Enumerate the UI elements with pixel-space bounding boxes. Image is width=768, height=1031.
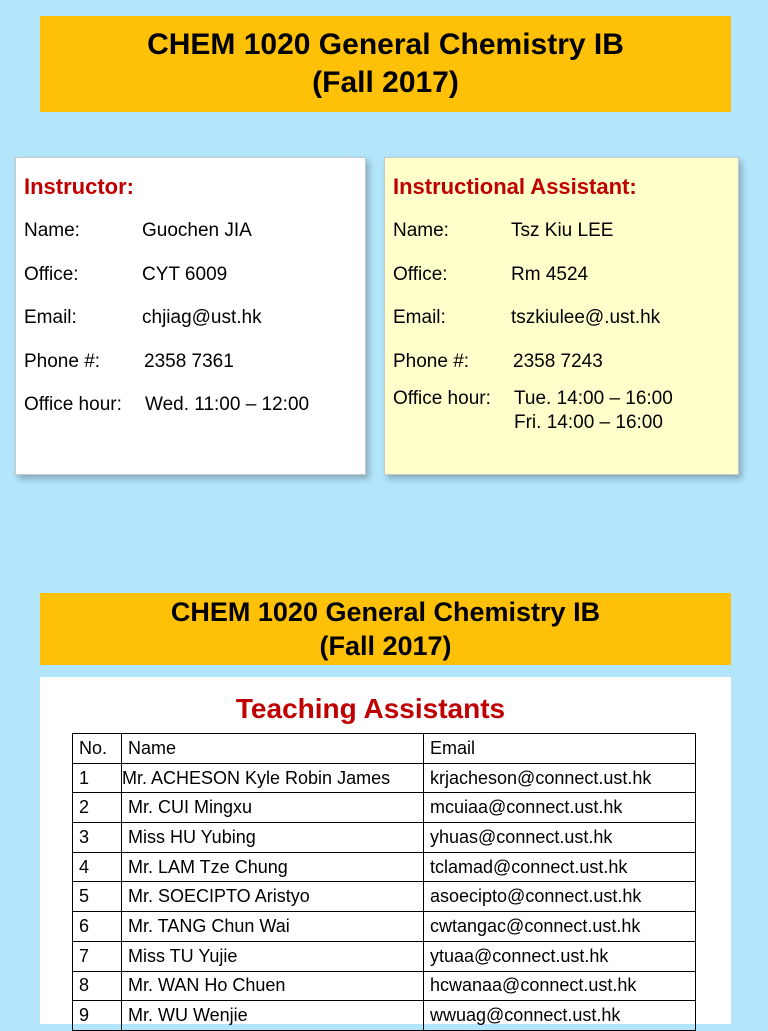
instructor-email: chjiag@ust.hk	[142, 307, 262, 328]
ta-email: hcwanaa@connect.ust.hk	[424, 971, 696, 1001]
ia-email-row	[393, 307, 728, 351]
ta-name: Miss HU Yubing	[122, 823, 424, 853]
row-number: 1	[73, 763, 122, 793]
instructor-office-hour-row	[24, 394, 355, 438]
ia-office: Rm 4524	[511, 263, 589, 285]
ia-email: tszkiulee@.ust.hk	[511, 307, 661, 328]
row-number: 6	[73, 912, 122, 942]
header-name: Name	[122, 734, 424, 764]
table-row	[73, 941, 696, 971]
office-label: Office:	[393, 263, 448, 285]
name-label: Name:	[24, 220, 80, 241]
table-row	[73, 793, 696, 823]
course-term: (Fall 2017)	[312, 66, 459, 99]
instructional-assistant-heading: Instructional Assistant:	[393, 174, 637, 199]
instructional-assistant-card	[384, 157, 739, 475]
instructor-office-hour: Wed. 11:00 – 12:00	[145, 394, 310, 415]
header-no: No.	[73, 734, 122, 764]
course-title-banner-2	[40, 593, 731, 665]
table-header-row	[73, 734, 696, 764]
ta-name: Mr. WU Wenjie	[122, 1001, 424, 1031]
ta-email: krjacheson@connect.ust.hk	[424, 763, 696, 793]
ta-name: Mr. TANG Chun Wai	[122, 912, 424, 942]
office-label: Office:	[24, 263, 79, 285]
ta-email: mcuiaa@connect.ust.hk	[424, 793, 696, 823]
teaching-assistants-table	[72, 733, 696, 1031]
office-hour-label: Office hour:	[393, 388, 491, 409]
instructor-heading: Instructor:	[24, 174, 134, 199]
instructor-office-row	[24, 264, 355, 308]
course-title: CHEM 1020 General Chemistry IB	[147, 28, 624, 61]
email-label: Email:	[24, 307, 77, 328]
header-email: Email	[424, 734, 696, 764]
ta-name: Mr. ACHESON Kyle Robin James	[122, 763, 424, 793]
instructor-office: CYT 6009	[142, 263, 228, 285]
row-number: 3	[73, 823, 122, 853]
ta-name: Miss TU Yujie	[122, 941, 424, 971]
instructor-phone-row	[24, 351, 355, 395]
row-number: 2	[73, 793, 122, 823]
teaching-assistants-heading: Teaching Assistants	[235, 693, 506, 724]
ia-office-hour-row	[393, 388, 728, 432]
table-row	[73, 971, 696, 1001]
ta-name: Mr. CUI Mingxu	[122, 793, 424, 823]
phone-label: Phone #:	[24, 350, 101, 372]
course-title-banner	[40, 16, 731, 112]
office-hour-label: Office hour:	[24, 394, 122, 415]
row-number: 5	[73, 882, 122, 912]
ta-email: cwtangac@connect.ust.hk	[424, 912, 696, 942]
instructor-email-row	[24, 307, 355, 351]
ia-office-hour-tue: Tue. 14:00 – 16:00	[514, 388, 673, 409]
table-row	[73, 912, 696, 942]
row-number: 9	[73, 1001, 122, 1031]
row-number: 4	[73, 852, 122, 882]
instructor-card	[15, 157, 366, 475]
ta-email: asoecipto@connect.ust.hk	[424, 882, 696, 912]
ia-phone: 2358 7243	[513, 350, 603, 372]
table-row	[73, 823, 696, 853]
table-row	[73, 763, 696, 793]
ia-office-row	[393, 264, 728, 308]
ia-office-hour-fri: Fri. 14:00 – 16:00	[514, 412, 663, 433]
teaching-assistants-panel	[40, 677, 731, 1024]
ia-name: Tsz Kiu LEE	[511, 220, 614, 241]
ta-email: wwuag@connect.ust.hk	[424, 1001, 696, 1031]
ta-email: yhuas@connect.ust.hk	[424, 823, 696, 853]
row-number: 8	[73, 971, 122, 1001]
ta-email: ytuaa@connect.ust.hk	[424, 941, 696, 971]
name-label: Name:	[393, 220, 449, 241]
ta-name: Mr. SOECIPTO Aristyo	[122, 882, 424, 912]
ta-name: Mr. LAM Tze Chung	[122, 852, 424, 882]
email-label: Email:	[393, 307, 446, 328]
course-title: CHEM 1020 General Chemistry IB	[170, 597, 601, 627]
ta-name: Mr. WAN Ho Chuen	[122, 971, 424, 1001]
row-number: 7	[73, 941, 122, 971]
table-row	[73, 1001, 696, 1031]
table-row	[73, 852, 696, 882]
table-row	[73, 882, 696, 912]
instructor-name-row	[24, 220, 355, 264]
ta-email: tclamad@connect.ust.hk	[424, 852, 696, 882]
ia-name-row	[393, 220, 728, 264]
course-term: (Fall 2017)	[319, 631, 452, 661]
instructor-phone: 2358 7361	[144, 350, 234, 372]
instructor-name: Guochen JIA	[142, 220, 252, 241]
phone-label: Phone #:	[393, 350, 470, 372]
